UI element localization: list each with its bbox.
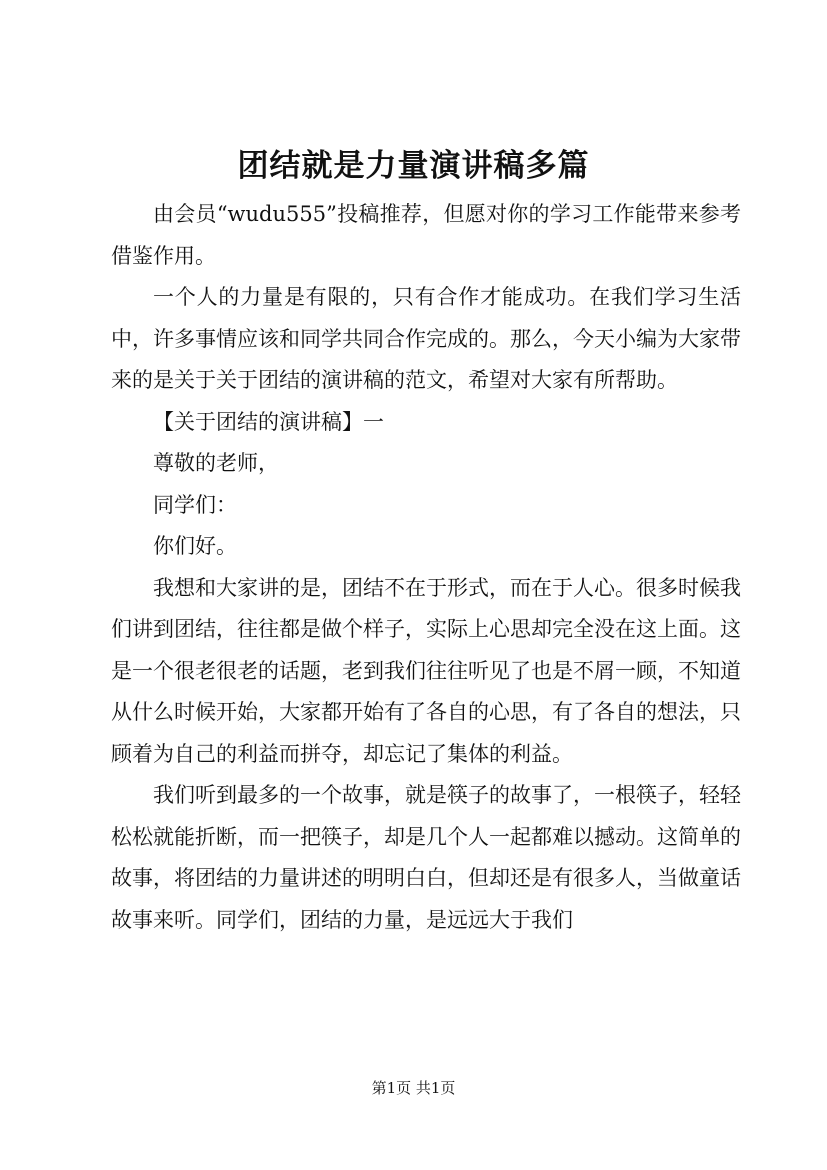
paragraph-intro: 由会员“wudu555”投稿推荐，但愿对你的学习工作能带来参考借鉴作用。 bbox=[111, 202, 741, 268]
salutation-teachers: 尊敬的老师， bbox=[153, 451, 279, 475]
salutation-students: 同学们： bbox=[153, 492, 237, 517]
greeting: 你们好。 bbox=[153, 534, 237, 558]
document-body bbox=[111, 194, 741, 941]
page-number-footer: 第1页 共1页 bbox=[371, 1079, 456, 1097]
document-title: 团结就是力量演讲稿多篇 bbox=[237, 148, 590, 184]
paragraph-unity-heart: 我想和大家讲的是，团结不在于形式，而在于人心。很多时候我们讲到团结，往往都是做个样子，实际上心思却完全没在这上面。这是一个很老很老的话题，老到我们往往听见了也是不屑一顾，不知道从什么时候开始，大家都开始有了各自的心思，有了各自的想法，只顾着为自己的利益而拼夺，却忘记了集体的利益。 bbox=[111, 575, 741, 766]
paragraph-chopsticks-story: 我们听到最多的一个故事，就是筷子的故事了，一根筷子，轻轻松松就能折断，而一把筷子，却是几个人一起都难以撼动。这简单的故事，将团结的力量讲述的明明白白，但却还是有很多人，当做童话故事来听。同学们，团结的力量，是远远大于我们 bbox=[111, 783, 741, 932]
paragraph-summary: 一个人的力量是有限的，只有合作才能成功。在我们学习生活中，许多事情应该和同学共同合作完成的。那么，今天小编为大家带来的是关于关于团结的演讲稿的范文，希望对大家有所帮助。 bbox=[111, 285, 741, 392]
section-heading: 【关于团结的演讲稿】一 bbox=[153, 409, 384, 434]
